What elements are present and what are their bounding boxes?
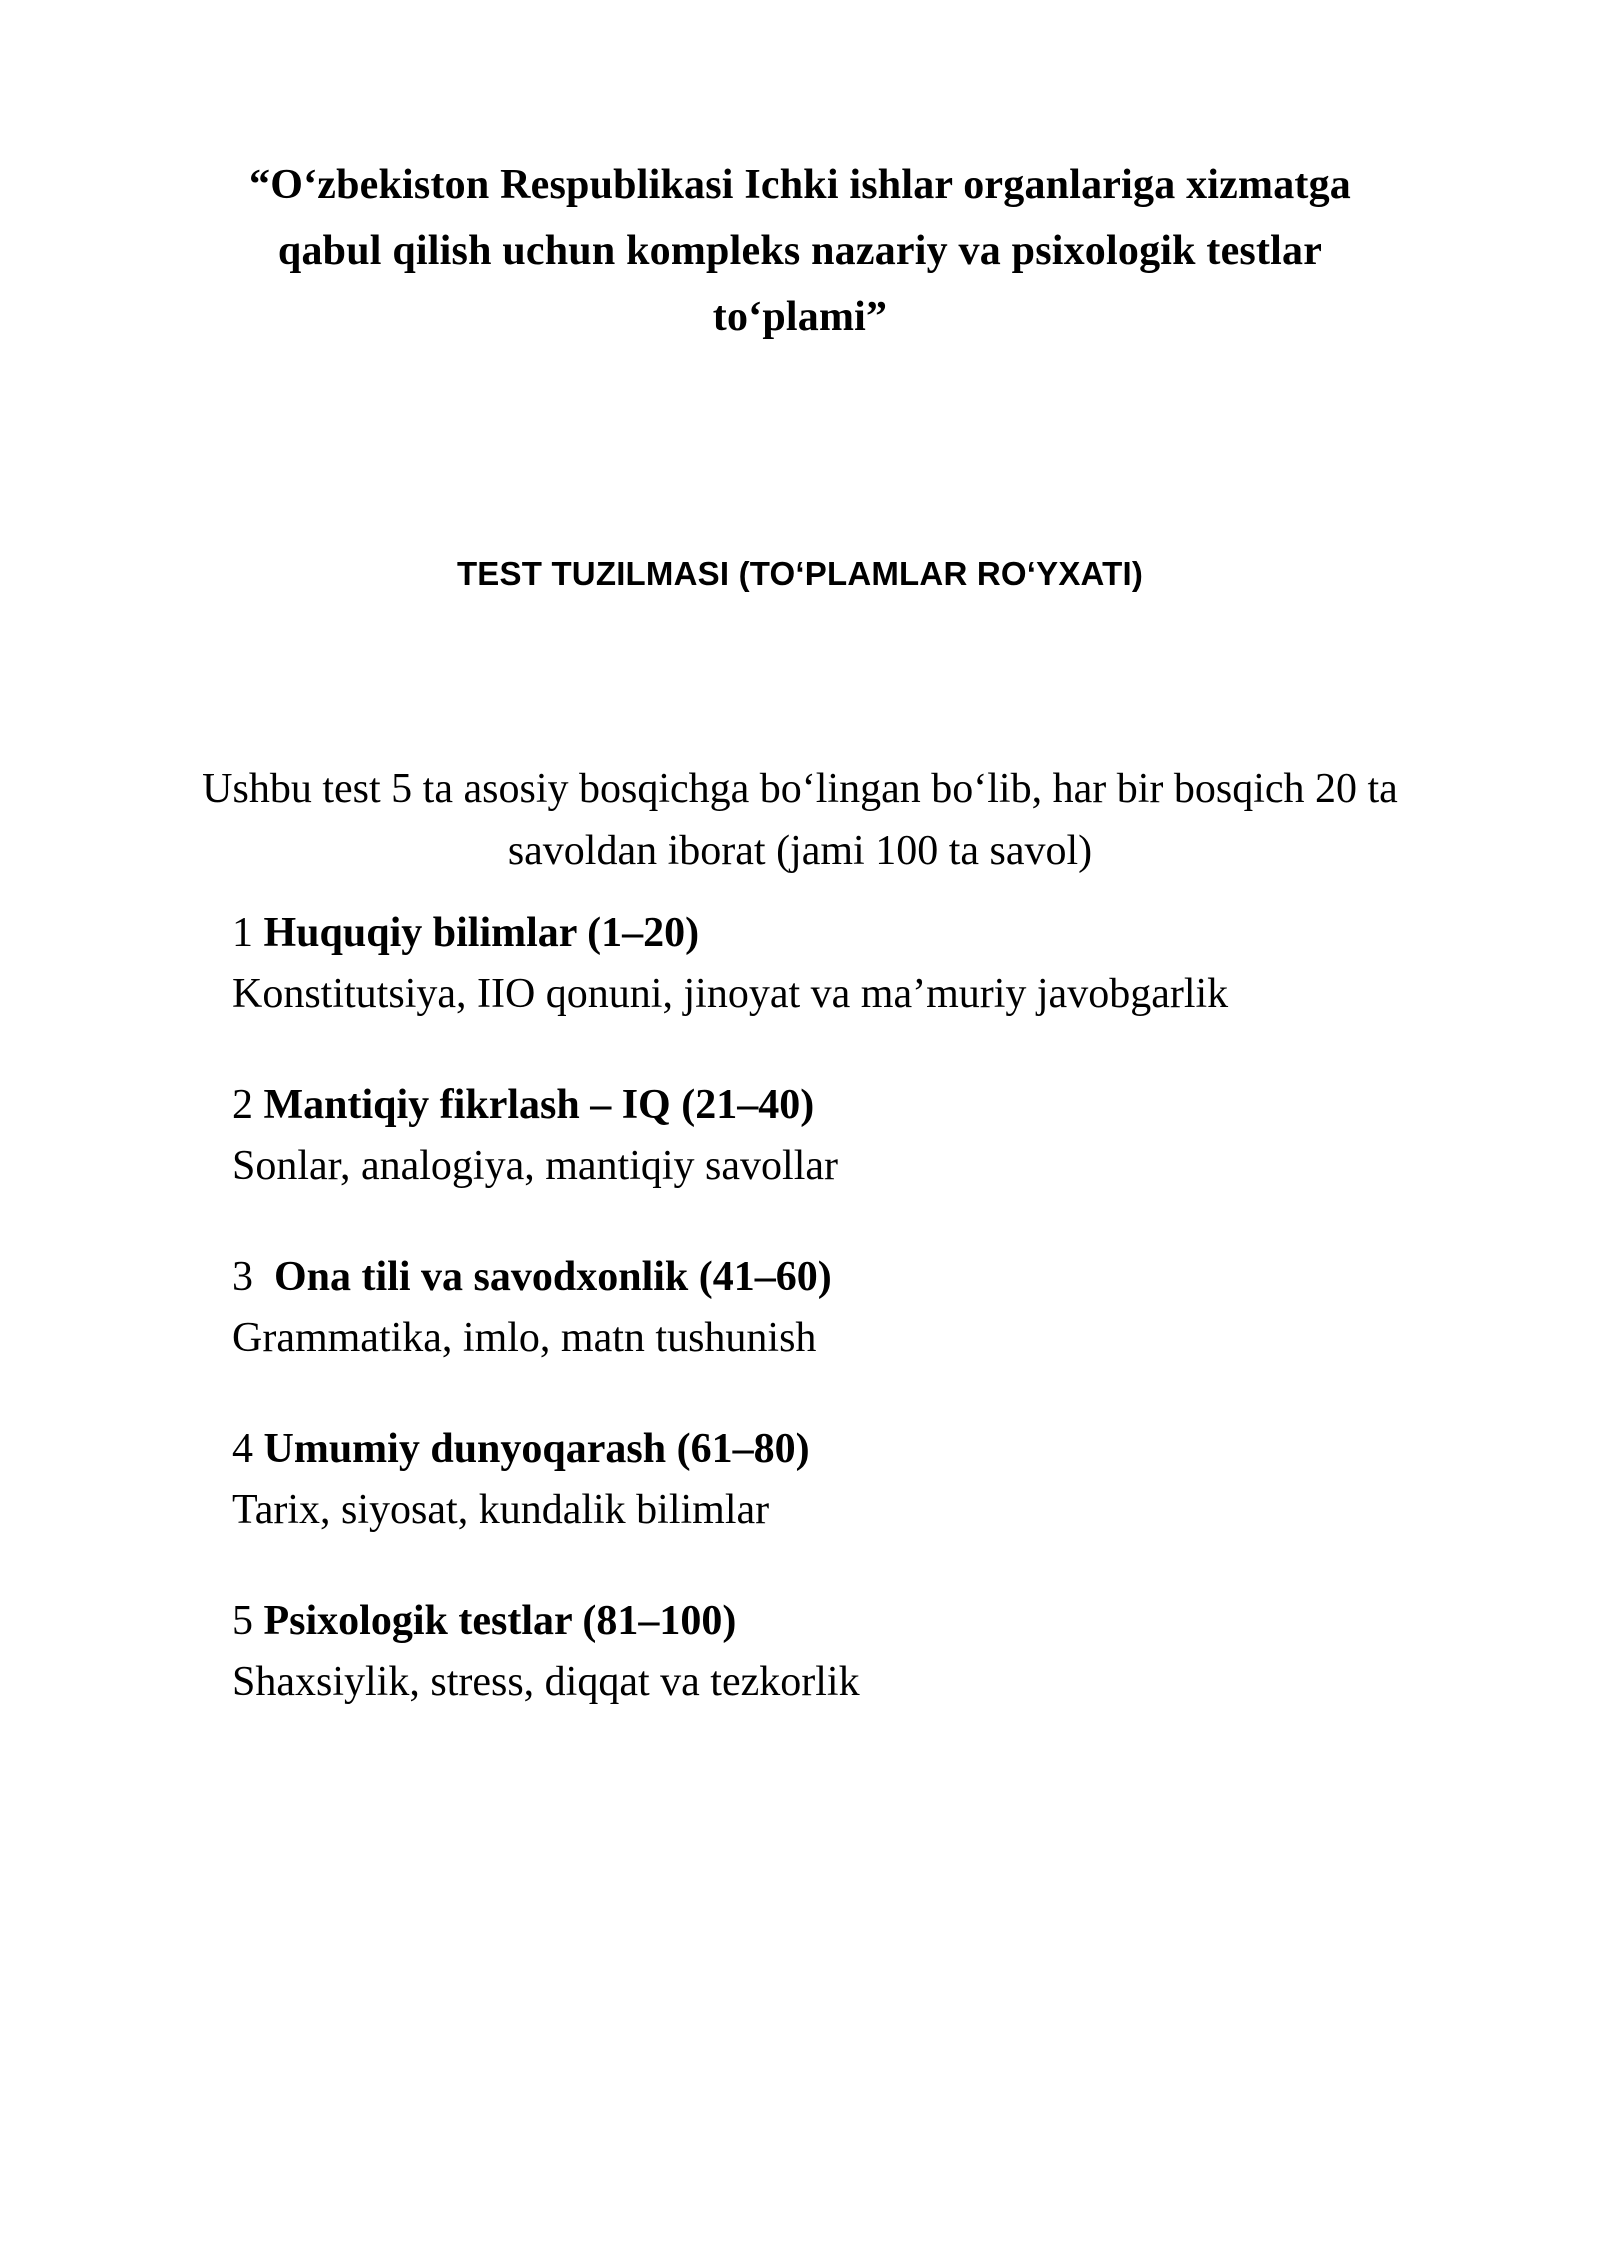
section-head <box>232 1591 1232 1652</box>
section-title: Psixologik testlar (81–100) <box>263 1598 737 1644</box>
section-title: Umumiy dunyoqarash (61–80) <box>263 1426 810 1472</box>
section-item <box>232 1419 1232 1541</box>
section-head <box>232 1419 1232 1480</box>
section-number: 4 <box>232 1426 253 1472</box>
section-heading: TEST TUZILMASI (TO‘PLAMLAR RO‘YXATI) <box>456 555 1144 592</box>
section-description: Sonlar, analogiya, mantiqiy savollar <box>232 1143 839 1189</box>
section-head <box>232 903 1232 964</box>
intro-paragraph: Ushbu test 5 ta asosiy bosqichga bo‘lingan bo‘lib, har bir bosqich 20 ta savoldan iborat (jami 100 ta savol) <box>202 766 1398 874</box>
section-head <box>232 1075 1232 1136</box>
section-item <box>232 903 1232 1025</box>
section-number: 3 <box>232 1254 253 1300</box>
section-title: Huquqiy bilimlar (1–20) <box>263 910 700 956</box>
section-number: 1 <box>232 910 253 956</box>
section-description: Grammatika, imlo, matn tushunish <box>232 1315 817 1361</box>
section-item <box>232 1075 1232 1197</box>
section-title: Ona tili va savodxonlik (41–60) <box>263 1254 832 1300</box>
section-description: Tarix, siyosat, kundalik bilimlar <box>232 1487 770 1533</box>
test-section-list <box>232 903 1232 1763</box>
section-description: Shaxsiylik, stress, diqqat va tezkorlik <box>232 1659 860 1705</box>
section-item <box>232 1247 1232 1369</box>
section-item <box>232 1591 1232 1713</box>
section-number: 5 <box>232 1598 253 1644</box>
section-number: 2 <box>232 1082 253 1128</box>
section-head <box>232 1247 1232 1308</box>
section-title: Mantiqiy fikrlash – IQ (21–40) <box>263 1082 815 1128</box>
document-title: “O‘zbekiston Respublikasi Ichki ishlar organlariga xizmatga qabul qilish uchun kompleks nazariy va psixologik testlar to‘plami” <box>249 162 1351 340</box>
section-description: Konstitutsiya, IIO qonuni, jinoyat va ma’muriy javobgarlik <box>232 971 1229 1017</box>
